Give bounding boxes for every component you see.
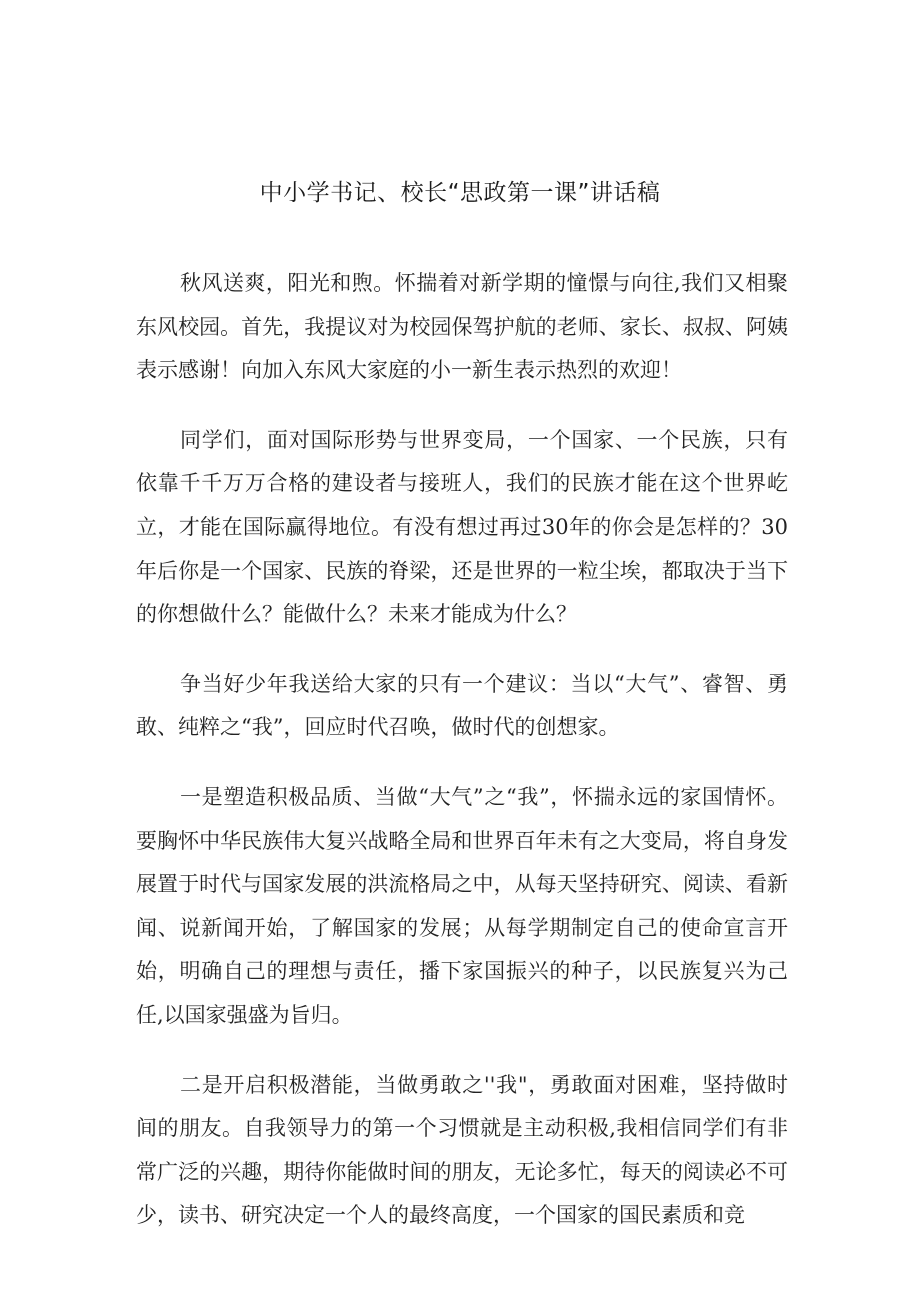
- paragraph-suggestion: 争当好少年我送给大家的只有一个建议：当以“大气”、睿智、勇敢、纯粹之“我”，回应时代召唤，做时代的创想家。: [136, 671, 788, 740]
- document-body: [136, 262, 788, 1264]
- paragraph-point-one: 一是塑造积极品质、当做“大气”之“我”，怀揣永远的家国情怀。要胸怀中华民族伟大复兴战略全局和世界百年未有之大变局，将自身发展置于时代与国家发展的洪流格局之中，从每天坚持研究、阅读、看新闻、说新闻开始，了解国家的发展；从每学期制定自己的使命宣言开始，明确自己的理想与责任，播下家国振兴的种子，以民族复兴为己任,以国家强盛为旨归。: [136, 784, 788, 1027]
- paragraph-students: 同学们，面对国际形势与世界变局，一个国家、一个民族，只有依靠千千万万合格的建设者与接班人，我们的民族才能在这个世界屹立，才能在国际赢得地位。有没有想过再过30年的你会是怎样的？30年后你是一个国家、民族的脊梁，还是世界的一粒尘埃，都取决于当下的你想做什么？能做什么？未来才能成为什么？: [136, 427, 788, 627]
- paragraph-point-two: 二是开启积极潜能，当做勇敢之''我"，勇敢面对困难，坚持做时间的朋友。自我领导力的第一个习惯就是主动积极,我相信同学们有非常广泛的兴趣，期待你能做时间的朋友，无论多忙，每天的阅读必不可少，读书、研究决定一个人的最终高度，一个国家的国民素质和竞: [136, 1072, 788, 1228]
- paragraph-opening: 秋风送爽，阳光和煦。怀揣着对新学期的憧憬与向往,我们又相聚东风校园。首先，我提议对为校园保驾护航的老师、家长、叔叔、阿姨表示感谢！向加入东风大家庭的小一新生表示热烈的欢迎！: [136, 271, 788, 383]
- document-title: 中小学书记、校长“思政第一课”讲话稿: [259, 180, 661, 206]
